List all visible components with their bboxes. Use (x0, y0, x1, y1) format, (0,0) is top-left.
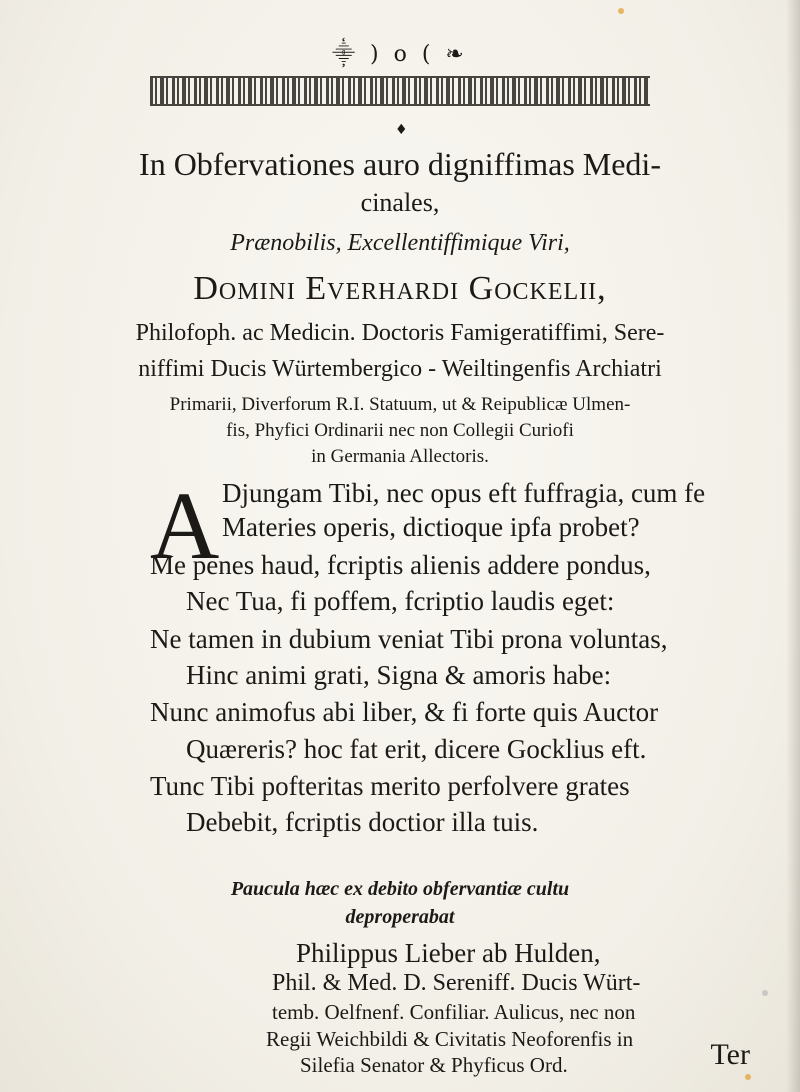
signature-name: Philippus Lieber ab Hulden, (296, 938, 601, 968)
paper-stain (762, 990, 768, 996)
poem-line: Hinc animi grati, Signa & amoris habe: (186, 660, 612, 690)
closing-note-line-1: Paucula hæc ex debito obfervantiæ cultu (230, 878, 570, 900)
title-line-9: in Germania Allectoris. (311, 446, 489, 467)
signature-line-4: Regii Weichbildi & Civitatis Neoforenfis in (266, 1027, 634, 1051)
signature-line-2: Phil. & Med. D. Sereniff. Ducis Würt- (272, 970, 641, 996)
poem-line: Tunc Tibi pofteritas merito perfolvere grates (150, 771, 630, 801)
ornament-dot: ♦ (395, 122, 408, 138)
poem-line: Nunc animofus abi liber, & fi forte quis Auctor (150, 697, 659, 727)
paper-stain (745, 1074, 751, 1080)
title-line-6: niffimi Ducis Würtembergico - Weiltingenfis Archiatri (138, 356, 662, 382)
poem-line: Nec Tua, fi poffem, fcriptio laudis eget: (186, 586, 615, 616)
poem-line: Debebit, fcriptis doctior illa tuis. (186, 807, 539, 837)
catchword: Ter (710, 1038, 750, 1071)
poem-line: Quæreris? hoc fat erit, dicere Gocklius eft. (186, 734, 647, 764)
honoree-name: Domini Everhardi Gockelii, (193, 270, 607, 307)
poem-line: Djungam Tibi, nec opus eft fuffragia, cum fe (222, 478, 706, 508)
poem-line: Ne tamen in dubium veniat Tibi prona voluntas, (150, 624, 668, 654)
signature-line-5: Silefia Senator & Phyficus Ord. (300, 1053, 568, 1077)
title-line-1: In Obfervationes auro digniffimas Medi- (139, 146, 661, 182)
title-line-3: Prænobilis, Excellentiffimique Viri, (230, 230, 570, 256)
title-line-7: Primarii, Diverforum R.I. Statuum, ut & Reipublicæ Ulmen- (169, 394, 631, 415)
closing-note-line-2: deproperabat (345, 906, 455, 928)
title-line-2: cinales, (360, 188, 440, 217)
poem-line: Me penes haud, fcriptis alienis addere pondus, (150, 550, 651, 580)
title-line-8: fis, Phyfici Ordinarii nec non Collegii Curiofi (226, 420, 574, 441)
header-ornament: ⸎ ) o ( ❧ (332, 42, 468, 67)
poem-line: Materies operis, dictioque ipfa probet? (222, 512, 640, 542)
decorative-border-band (150, 76, 650, 106)
poem-dropcap: A (150, 472, 220, 579)
signature-line-3: temb. Oelfnenf. Confiliar. Aulicus, nec non (272, 1000, 636, 1024)
title-line-5: Philofoph. ac Medicin. Doctoris Famigeratiffimi, Sere- (135, 320, 665, 346)
paper-stain (618, 8, 624, 14)
